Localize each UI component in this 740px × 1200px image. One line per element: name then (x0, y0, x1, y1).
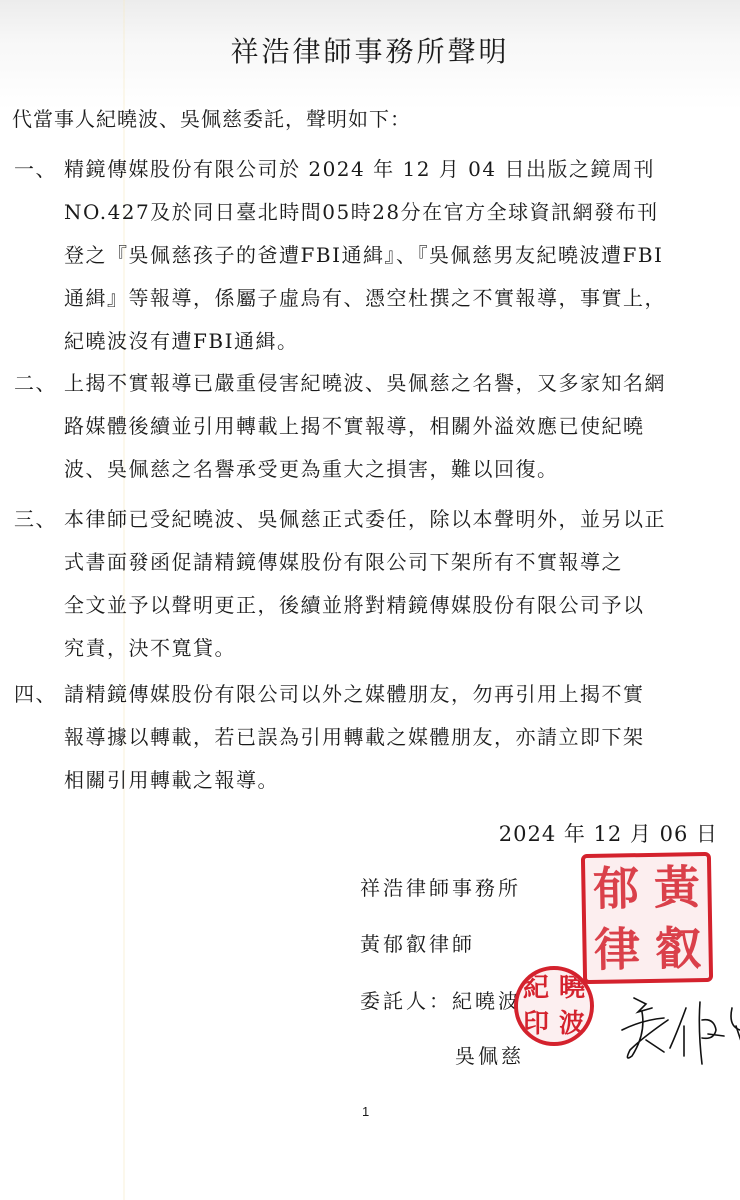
section-line: NO.427及於同日臺北時間05時28分在官方全球資訊網發布刊 (64, 200, 659, 224)
seal-char: 紀 (522, 973, 549, 1003)
section-line: 通緝』等報導，係屬子虛烏有、憑空杜撰之不實報導，事實上， (64, 286, 666, 310)
lawyer-name: 黃郁叡律師 (360, 932, 475, 956)
section-line: 究責，決不寬貸。 (64, 636, 236, 660)
seal-char: 郁 (592, 860, 640, 916)
seal-char: 印 (522, 1009, 549, 1039)
section-number: 二、 (14, 371, 57, 395)
intro-text: 代當事人紀曉波、吳佩慈委託，聲明如下： (12, 107, 411, 131)
section-line: 全文並予以聲明更正，後續並將對精鏡傳媒股份有限公司予以 (64, 593, 645, 617)
lawyer-seal-stamp (581, 852, 713, 984)
section-1 (14, 148, 726, 363)
seal-char: 律 (593, 921, 641, 977)
page-number: 1 (362, 1104, 370, 1119)
section-line: 相關引用轉載之報導。 (64, 768, 279, 792)
section-4 (14, 673, 726, 802)
section-line: 報導據以轉載，若已誤為引用轉載之媒體朋友，亦請立即下架 (64, 725, 645, 749)
section-line: 紀曉波沒有遭FBI通緝。 (64, 329, 299, 353)
section-line: 請精鏡傳媒股份有限公司以外之媒體朋友，勿再引用上揭不實 (64, 682, 645, 706)
client-seal-stamp (514, 966, 594, 1046)
seal-char: 叡 (654, 920, 702, 976)
client-name-2: 吳佩慈 (455, 1044, 524, 1068)
section-line: 上揭不實報導已嚴重侵害紀曉波、吳佩慈之名譽，又多家知名網 (64, 371, 666, 395)
seal-char: 曉 (558, 973, 585, 1003)
seal-char: 波 (558, 1009, 585, 1039)
section-line: 本律師已受紀曉波、吳佩慈正式委任，除以本聲明外，並另以正 (64, 507, 666, 531)
section-line: 精鏡傳媒股份有限公司於 2024 年 12 月 04 日出版之鏡周刊 (64, 157, 655, 181)
section-line: 路媒體後續並引用轉載上揭不實報導，相關外溢效應已使紀曉 (64, 414, 645, 438)
section-line: 登之『吳佩慈孩子的爸遭FBI通緝』、『吳佩慈男友紀曉波遭FBI (64, 243, 664, 267)
firm-name: 祥浩律師事務所 (360, 876, 521, 900)
section-number: 三、 (14, 507, 57, 531)
page-title: 祥浩律師事務所聲明 (230, 35, 510, 68)
statement-date: 2024 年 12 月 06 日 (498, 822, 718, 846)
section-3 (14, 498, 726, 670)
section-line: 波、吳佩慈之名譽承受更為重大之損害，難以回復。 (64, 457, 559, 481)
client-label: 委託人：紀曉波 (360, 989, 521, 1013)
handwritten-signature-icon (612, 990, 740, 1070)
section-2 (14, 362, 726, 491)
section-line: 式書面發函促請精鏡傳媒股份有限公司下架所有不實報導之 (64, 550, 623, 574)
seal-char: 黃 (653, 859, 701, 915)
section-number: 一、 (14, 157, 57, 181)
section-number: 四、 (14, 682, 57, 706)
